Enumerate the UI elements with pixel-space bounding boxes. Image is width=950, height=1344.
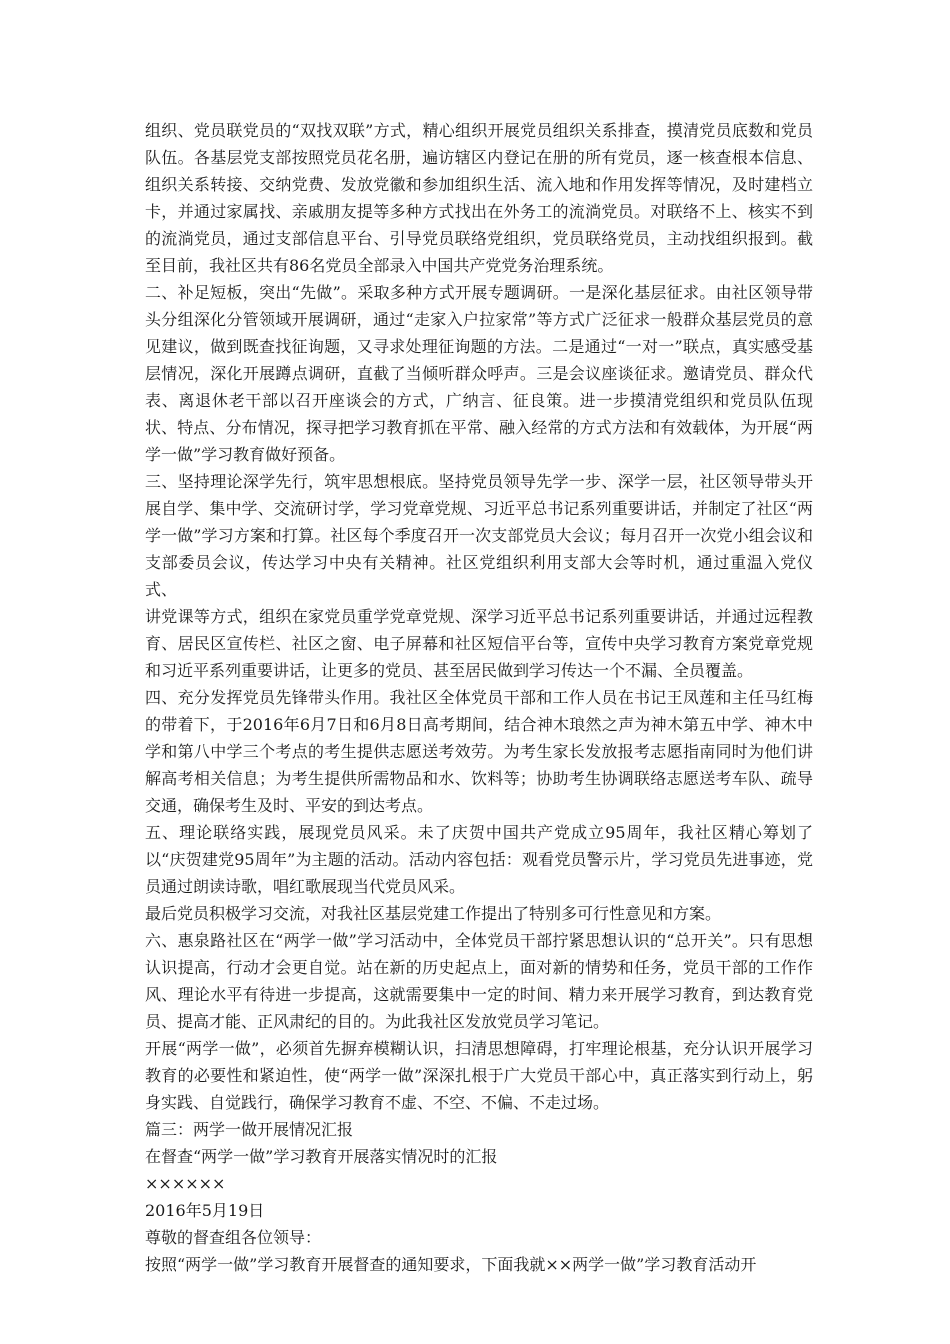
paragraph-9: 开展“两学一做”，必须首先摒弃模糊认识，扫清思想障碍，打牢理论根基，充分认识开展学习教育的必要性和紧迫性，使“两学一做”深深扎根于广大党员干部心中，真正落实到行动上，躬身实践、自觉践行，确保学习教育不虚、不空、不偏、不走过场。 xyxy=(145,1039,813,1112)
paragraph-2: 二、补足短板，突出“先做”。采取多种方式开展专题调研。一是深化基层征求。由社区领导带头分组深化分管领域开展调研，通过“走家入户拉家常”等方式广泛征求一般群众基层党员的意见建议，做到既查找征询题，又寻求处理征询题的方法。二是通过“一对一”联点，真实感受基层情况，深化开展蹲点调研，直截了当倾听群众呼声。三是会议座谈征求。邀请党员、群众代表、离退休老干部以召开座谈会的方式，广纳言、征良策。进一步摸清党组织和党员队伍现状、特点、分布情况，探寻把学习教育抓在平常、融入经常的方式方法和有效载体，为开展“两学一做”学习教育做好预备。 xyxy=(145,283,813,464)
report-title: 在督查“两学一做”学习教育开展落实情况时的汇报 xyxy=(145,1147,498,1166)
paragraph-3: 三、坚持理论深学先行，筑牢思想根底。坚持党员领导先学一步、深学一层，社区领导带头开展自学、集中学、交流研讨学，学习党章党规、习近平总书记系列重要讲话，并制定了社区“两学一做”学习方案和打算。社区每个季度召开一次支部党员大会议；每月召开一次党小组会议和支部委员会议，传达学习中央有关精神。社区党组织利用支部大会等时机，通过重温入党仪式、 xyxy=(145,472,813,599)
report-author: ×××××× xyxy=(145,1174,226,1193)
paragraph-6: 五、理论联络实践，展现党员风采。未了庆贺中国共产党成立95周年，我社区精心筹划了以“庆贺建党95周年”为主题的活动。活动内容包括：观看党员警示片，学习党员先进事迹，党员通过朗读诗歌，唱红歌展现当代党员风采。 xyxy=(145,823,813,896)
paragraph-7: 最后党员积极学习交流，对我社区基层党建工作提出了特别多可行性意见和方案。 xyxy=(145,904,722,923)
section-heading: 篇三：两学一做开展情况汇报 xyxy=(145,1120,354,1139)
paragraph-5: 四、充分发挥党员先锋带头作用。我社区全体党员干部和工作人员在书记王凤莲和主任马红梅的带着下，于2016年6月7日和6月8日高考期间，结合神木琅然之声为神木第五中学、神木中学和第八中学三个考点的考生提供志愿送考效劳。为考生家长发放报考志愿指南同时为他们讲解高考相关信息；为考生提供所需物品和水、饮料等；协助考生协调联络志愿送考车队、疏导交通，确保考生及时、平安的到达考点。 xyxy=(145,688,813,815)
paragraph-4: 讲党课等方式，组织在家党员重学党章党规、深学习近平总书记系列重要讲话，并通过远程教育、居民区宣传栏、社区之窗、电子屏幕和社区短信平台等，宣传中央学习教育方案党章党规和习近平系列重要讲话，让更多的党员、甚至居民做到学习传达一个不漏、全员覆盖。 xyxy=(145,607,813,680)
paragraph-1: 组织、党员联党员的“双找双联”方式，精心组织开展党员组织关系排查，摸清党员底数和党员队伍。各基层党支部按照党员花名册，遍访辖区内登记在册的所有党员，逐一核查根本信息、组织关系转接、交纳党费、发放党徽和参加组织生活、流入地和作用发挥等情况，及时建档立卡，并通过家属找、亲戚朋友提等多种方式找出在外务工的流淌党员。对联络不上、核实不到的流淌党员，通过支部信息平台、引导党员联络党组织，党员联络党员，主动找组织报到。截至目前，我社区共有86名党员全部录入中国共产党党务治理系统。 xyxy=(145,121,813,275)
paragraph-8: 六、惠泉路社区在“两学一做”学习活动中，全体党员干部拧紧思想认识的“总开关”。只有思想认识提高，行动才会更自觉。站在新的历史起点上，面对新的情势和任务，党员干部的工作作风、理论水平有待进一步提高，这就需要集中一定的时间、精力来开展学习教育，到达教育党员、提高才能、正风肃纪的目的。为此我社区发放党员学习笔记。 xyxy=(145,931,813,1031)
paragraph-last: 按照“两学一做”学习教育开展督查的通知要求，下面我就××两学一做”学习教育活动开 xyxy=(145,1255,757,1274)
document-body xyxy=(145,117,813,1278)
report-date: 2016年5月19日 xyxy=(145,1201,265,1220)
salutation: 尊敬的督查组各位领导： xyxy=(145,1228,322,1247)
